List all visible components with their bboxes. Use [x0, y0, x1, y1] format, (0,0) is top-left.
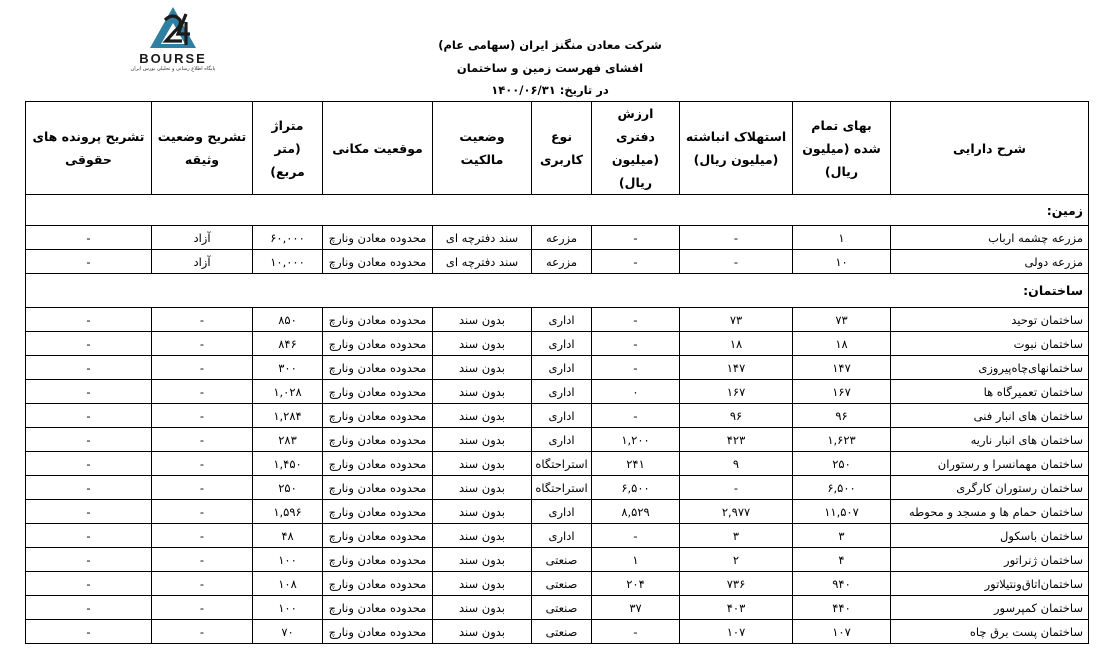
section-header-row: [26, 274, 1089, 308]
table-cell: ۱: [592, 548, 680, 572]
table-cell: ۹۶: [680, 404, 793, 428]
table-cell: ۸۵۰: [253, 308, 323, 332]
table-cell: محدوده معادن ونارچ: [323, 620, 433, 644]
table-cell: صنعتی: [532, 548, 592, 572]
column-header: شرح دارایی: [891, 102, 1089, 195]
table-cell: ساختمان نبوت: [891, 332, 1089, 356]
table-cell: سند دفترچه ای: [433, 226, 532, 250]
column-header: ارزش دفتری (میلیون ریال): [592, 102, 680, 195]
column-header: استهلاک انباشته (میلیون ریال): [680, 102, 793, 195]
table-cell: -: [26, 404, 152, 428]
table-row: [26, 308, 1089, 332]
table-cell: صنعتی: [532, 620, 592, 644]
table-cell: ۱,۲۰۰: [592, 428, 680, 452]
table-cell: ۹: [680, 452, 793, 476]
table-cell: -: [152, 524, 253, 548]
table-cell: -: [26, 356, 152, 380]
table-cell: ساختمان مهمانسرا و رستوران: [891, 452, 1089, 476]
table-cell: ۱۰۷: [793, 620, 891, 644]
table-cell: آزاد: [152, 250, 253, 274]
column-header: موقعیت مکانی: [323, 102, 433, 195]
column-header: تشریح وضعیت وثیقه: [152, 102, 253, 195]
table-cell: ۱۸: [680, 332, 793, 356]
table-cell: ۸۴۶: [253, 332, 323, 356]
column-header: متراژ (متر مربع): [253, 102, 323, 195]
table-cell: ۴: [793, 548, 891, 572]
table-cell: -: [680, 226, 793, 250]
table-cell: -: [26, 572, 152, 596]
table-cell: ۶۰,۰۰۰: [253, 226, 323, 250]
table-row: [26, 620, 1089, 644]
table-row: [26, 356, 1089, 380]
table-cell: ۱۴۷: [793, 356, 891, 380]
table-cell: استراحتگاه: [532, 452, 592, 476]
table-cell: -: [152, 428, 253, 452]
table-cell: ۱۸: [793, 332, 891, 356]
table-cell: اداری: [532, 428, 592, 452]
column-header: نوع کاربری: [532, 102, 592, 195]
table-cell: -: [152, 596, 253, 620]
assets-table: [25, 101, 1089, 644]
table-cell: مزرعه چشمه ارباب: [891, 226, 1089, 250]
table-cell: بدون سند: [433, 620, 532, 644]
table-row: [26, 428, 1089, 452]
table-cell: ۳: [793, 524, 891, 548]
table-cell: -: [592, 620, 680, 644]
section-title: ساختمان:: [26, 274, 1089, 308]
table-cell: -: [152, 476, 253, 500]
table-cell: ۱,۴۵۰: [253, 452, 323, 476]
table-cell: ۱,۶۲۳: [793, 428, 891, 452]
table-cell: -: [26, 452, 152, 476]
table-cell: ۴۸: [253, 524, 323, 548]
table-cell: صنعتی: [532, 572, 592, 596]
table-cell: ۷۳: [680, 308, 793, 332]
table-cell: محدوده معادن ونارچ: [323, 250, 433, 274]
table-cell: ۸,۵۲۹: [592, 500, 680, 524]
table-cell: ۳۰۰: [253, 356, 323, 380]
table-row: [26, 572, 1089, 596]
table-cell: ساختمان‌اتاق‌ونتیلاتور: [891, 572, 1089, 596]
table-cell: ۱۰,۰۰۰: [253, 250, 323, 274]
table-cell: اداری: [532, 356, 592, 380]
table-cell: محدوده معادن ونارچ: [323, 226, 433, 250]
table-cell: -: [26, 380, 152, 404]
table-cell: -: [152, 500, 253, 524]
table-cell: ۲۵۰: [793, 452, 891, 476]
section-title: زمین:: [26, 195, 1089, 226]
table-cell: ۶,۵۰۰: [793, 476, 891, 500]
table-cell: اداری: [532, 500, 592, 524]
table-cell: -: [592, 308, 680, 332]
table-cell: ساختمان پست برق چاه: [891, 620, 1089, 644]
table-row: [26, 380, 1089, 404]
column-header: تشریح پرونده های حقوقی: [26, 102, 152, 195]
bourse-logo-icon: [144, 4, 202, 52]
table-cell: ۴۰۳: [680, 596, 793, 620]
table-cell: بدون سند: [433, 356, 532, 380]
table-cell: ۳۷: [592, 596, 680, 620]
table-cell: ساختمان رستوران کارگری: [891, 476, 1089, 500]
table-cell: ۴۲۳: [680, 428, 793, 452]
table-cell: بدون سند: [433, 548, 532, 572]
table-cell: -: [152, 620, 253, 644]
table-cell: اداری: [532, 332, 592, 356]
table-cell: -: [152, 332, 253, 356]
company-name: شرکت معادن منگنز ایران (سهامی عام): [438, 38, 662, 52]
table-cell: ۲,۹۷۷: [680, 500, 793, 524]
table-cell: اداری: [532, 308, 592, 332]
table-cell: استراحتگاه: [532, 476, 592, 500]
table-cell: ۱۰۰: [253, 548, 323, 572]
table-cell: بدون سند: [433, 380, 532, 404]
table-cell: ۱۴۷: [680, 356, 793, 380]
table-cell: ۱۱,۵۰۷: [793, 500, 891, 524]
table-cell: ۲۸۳: [253, 428, 323, 452]
table-cell: مزرعه: [532, 226, 592, 250]
table-cell: -: [592, 226, 680, 250]
table-cell: ساختمان های انبار فنی: [891, 404, 1089, 428]
table-cell: ۲۴۱: [592, 452, 680, 476]
table-cell: ۱۰۷: [680, 620, 793, 644]
table-row: [26, 500, 1089, 524]
table-cell: -: [26, 332, 152, 356]
table-cell: -: [26, 620, 152, 644]
table-cell: -: [152, 452, 253, 476]
table-cell: -: [680, 250, 793, 274]
table-cell: -: [592, 524, 680, 548]
table-cell: محدوده معادن ونارچ: [323, 572, 433, 596]
document-subject: افشای فهرست زمین و ساختمان: [456, 60, 644, 75]
column-header: وضعیت مالکیت: [433, 102, 532, 195]
table-cell: -: [592, 404, 680, 428]
table-row: [26, 548, 1089, 572]
table-cell: ۲۰۴: [592, 572, 680, 596]
table-cell: ۱۰۰: [253, 596, 323, 620]
assets-table-body: [26, 195, 1089, 644]
table-cell: ۷۳: [793, 308, 891, 332]
table-cell: ۱,۲۸۴: [253, 404, 323, 428]
table-cell: -: [152, 380, 253, 404]
table-cell: محدوده معادن ونارچ: [323, 404, 433, 428]
table-cell: ۱۶۷: [680, 380, 793, 404]
table-cell: -: [26, 428, 152, 452]
table-cell: اداری: [532, 380, 592, 404]
header-row: [26, 102, 1089, 195]
table-cell: محدوده معادن ونارچ: [323, 500, 433, 524]
table-cell: -: [152, 572, 253, 596]
table-cell: محدوده معادن ونارچ: [323, 380, 433, 404]
table-cell: ساختمان تعمیرگاه ها: [891, 380, 1089, 404]
table-row: [26, 476, 1089, 500]
table-cell: -: [26, 250, 152, 274]
table-cell: -: [592, 356, 680, 380]
table-cell: ۴۴۰: [793, 596, 891, 620]
table-cell: ۲۵۰: [253, 476, 323, 500]
table-cell: سند دفترچه ای: [433, 250, 532, 274]
column-header: بهای تمام شده (میلیون ریال): [793, 102, 891, 195]
table-cell: ۹۴۰: [793, 572, 891, 596]
table-cell: -: [152, 404, 253, 428]
table-cell: ۱۶۷: [793, 380, 891, 404]
table-cell: محدوده معادن ونارچ: [323, 452, 433, 476]
table-cell: اداری: [532, 404, 592, 428]
table-cell: -: [26, 308, 152, 332]
table-cell: -: [152, 308, 253, 332]
table-row: [26, 404, 1089, 428]
table-row: [26, 524, 1089, 548]
table-cell: محدوده معادن ونارچ: [323, 308, 433, 332]
table-cell: -: [26, 476, 152, 500]
section-header-row: [26, 195, 1089, 226]
table-row: [26, 226, 1089, 250]
table-cell: بدون سند: [433, 404, 532, 428]
table-cell: اداری: [532, 524, 592, 548]
table-cell: بدون سند: [433, 308, 532, 332]
table-cell: ۱۰۸: [253, 572, 323, 596]
table-cell: بدون سند: [433, 332, 532, 356]
table-cell: محدوده معادن ونارچ: [323, 596, 433, 620]
table-row: [26, 332, 1089, 356]
table-cell: بدون سند: [433, 524, 532, 548]
logo-brand-text: BOURSE: [139, 51, 207, 66]
table-cell: ساختمان کمپرسور: [891, 596, 1089, 620]
table-cell: ۷۰: [253, 620, 323, 644]
table-cell: ساختمان های انبار ناریه: [891, 428, 1089, 452]
table-cell: ساختمان ژنراتور: [891, 548, 1089, 572]
table-cell: -: [26, 500, 152, 524]
table-cell: محدوده معادن ونارچ: [323, 356, 433, 380]
table-cell: ۱: [793, 226, 891, 250]
table-cell: ساختمان حمام ها و مسجد و محوطه: [891, 500, 1089, 524]
table-cell: ساختمان باسکول: [891, 524, 1089, 548]
table-cell: ساختمان توحید: [891, 308, 1089, 332]
table-cell: -: [680, 476, 793, 500]
table-cell: -: [26, 524, 152, 548]
table-cell: -: [152, 356, 253, 380]
table-cell: مزرعه دولی: [891, 250, 1089, 274]
table-cell: -: [26, 548, 152, 572]
table-cell: ۱,۰۲۸: [253, 380, 323, 404]
table-row: [26, 596, 1089, 620]
table-cell: ۰: [592, 380, 680, 404]
table-cell: محدوده معادن ونارچ: [323, 548, 433, 572]
document-header: [340, 34, 760, 102]
table-cell: آزاد: [152, 226, 253, 250]
table-cell: بدون سند: [433, 428, 532, 452]
table-row: [26, 250, 1089, 274]
table-cell: محدوده معادن ونارچ: [323, 428, 433, 452]
table-cell: محدوده معادن ونارچ: [323, 332, 433, 356]
table-cell: ۷۳۶: [680, 572, 793, 596]
table-cell: بدون سند: [433, 596, 532, 620]
bourse-logo: [128, 4, 218, 76]
table-row: [26, 452, 1089, 476]
table-cell: صنعتی: [532, 596, 592, 620]
table-cell: -: [152, 548, 253, 572]
table-cell: ۶,۵۰۰: [592, 476, 680, 500]
table-cell: ساختمانهای‌چاه‌پیروزی: [891, 356, 1089, 380]
table-cell: ۳: [680, 524, 793, 548]
table-cell: -: [26, 226, 152, 250]
table-cell: بدون سند: [433, 500, 532, 524]
table-cell: بدون سند: [433, 572, 532, 596]
table-cell: بدون سند: [433, 476, 532, 500]
table-cell: بدون سند: [433, 452, 532, 476]
table-cell: مزرعه: [532, 250, 592, 274]
table-cell: ۱,۵۹۶: [253, 500, 323, 524]
table-cell: ۱۰: [793, 250, 891, 274]
table-cell: -: [592, 250, 680, 274]
report-date: در تاریخ: ۱۴۰۰/۰۶/۳۱: [491, 83, 609, 97]
table-cell: محدوده معادن ونارچ: [323, 524, 433, 548]
table-cell: -: [592, 332, 680, 356]
logo-tagline: پایگاه اطلاع رسانی و تحلیلی بورس ایران: [130, 66, 216, 72]
table-cell: ۲: [680, 548, 793, 572]
table-cell: -: [26, 596, 152, 620]
table-cell: محدوده معادن ونارچ: [323, 476, 433, 500]
table-cell: ۹۶: [793, 404, 891, 428]
